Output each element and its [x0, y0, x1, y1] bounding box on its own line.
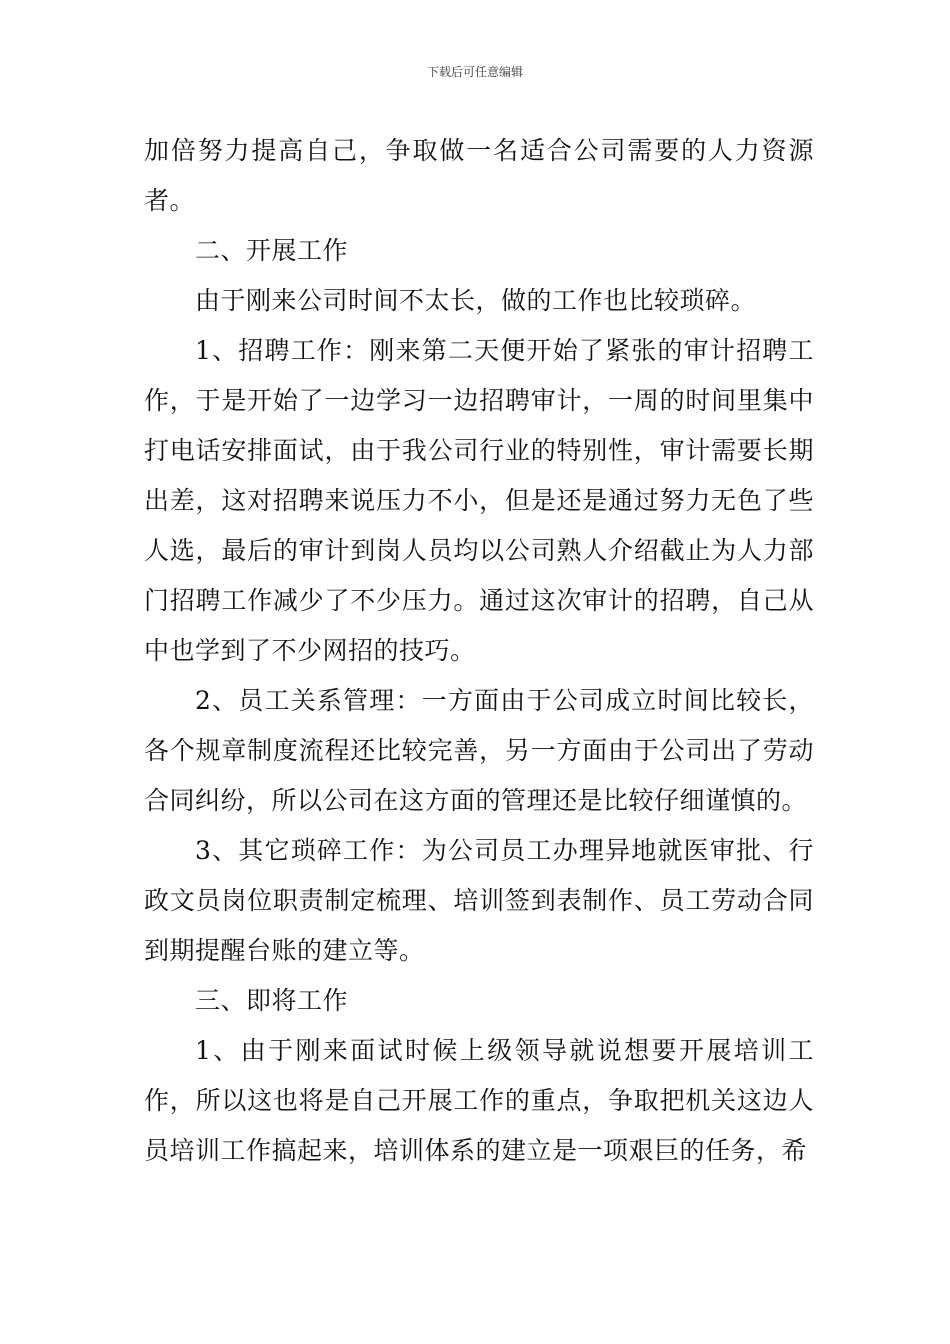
section-heading-2: 二、开展工作 [195, 236, 349, 265]
paragraph-intro: 由于刚来公司时间不太长，做的工作也比较琐碎。 [195, 286, 757, 315]
section-heading-3: 三、即将工作 [195, 986, 349, 1015]
document-body [144, 126, 814, 1176]
paragraph-other-work: 3、其它琐碎工作：为公司员工办理异地就医审批、行政文员岗位职责制定梳理、培训签到表制作、员工劳动合同到期提醒台账的建立等。 [144, 836, 814, 965]
paragraph-continuation: 加倍努力提高自己，争取做一名适合公司需要的人力资源者。 [144, 136, 814, 215]
paragraph-employee-relations: 2、员工关系管理：一方面由于公司成立时间比较长，各个规章制度流程还比较完善，另一方面由于公司出了劳动合同纠纷，所以公司在这方面的管理还是比较仔细谨慎的。 [144, 686, 814, 815]
page-header-note: 下载后可任意编辑 [426, 65, 523, 79]
paragraph-training-plan: 1、由于刚来面试时候上级领导就说想要开展培训工作，所以这也将是自己开展工作的重点，争取把机关这边人员培训工作搞起来，培训体系的建立是一项艰巨的任务，希 [144, 1036, 814, 1165]
paragraph-recruitment: 1、招聘工作：刚来第二天便开始了紧张的审计招聘工作，于是开始了一边学习一边招聘审计，一周的时间里集中打电话安排面试，由于我公司行业的特别性，审计需要长期出差，这对招聘来说压力不小，但是还是通过努力无色了些人选，最后的审计到岗人员均以公司熟人介绍截止为人力部门招聘工作减少了不少压力。通过这次审计的招聘，自己从中也学到了不少网招的技巧。 [144, 336, 814, 665]
